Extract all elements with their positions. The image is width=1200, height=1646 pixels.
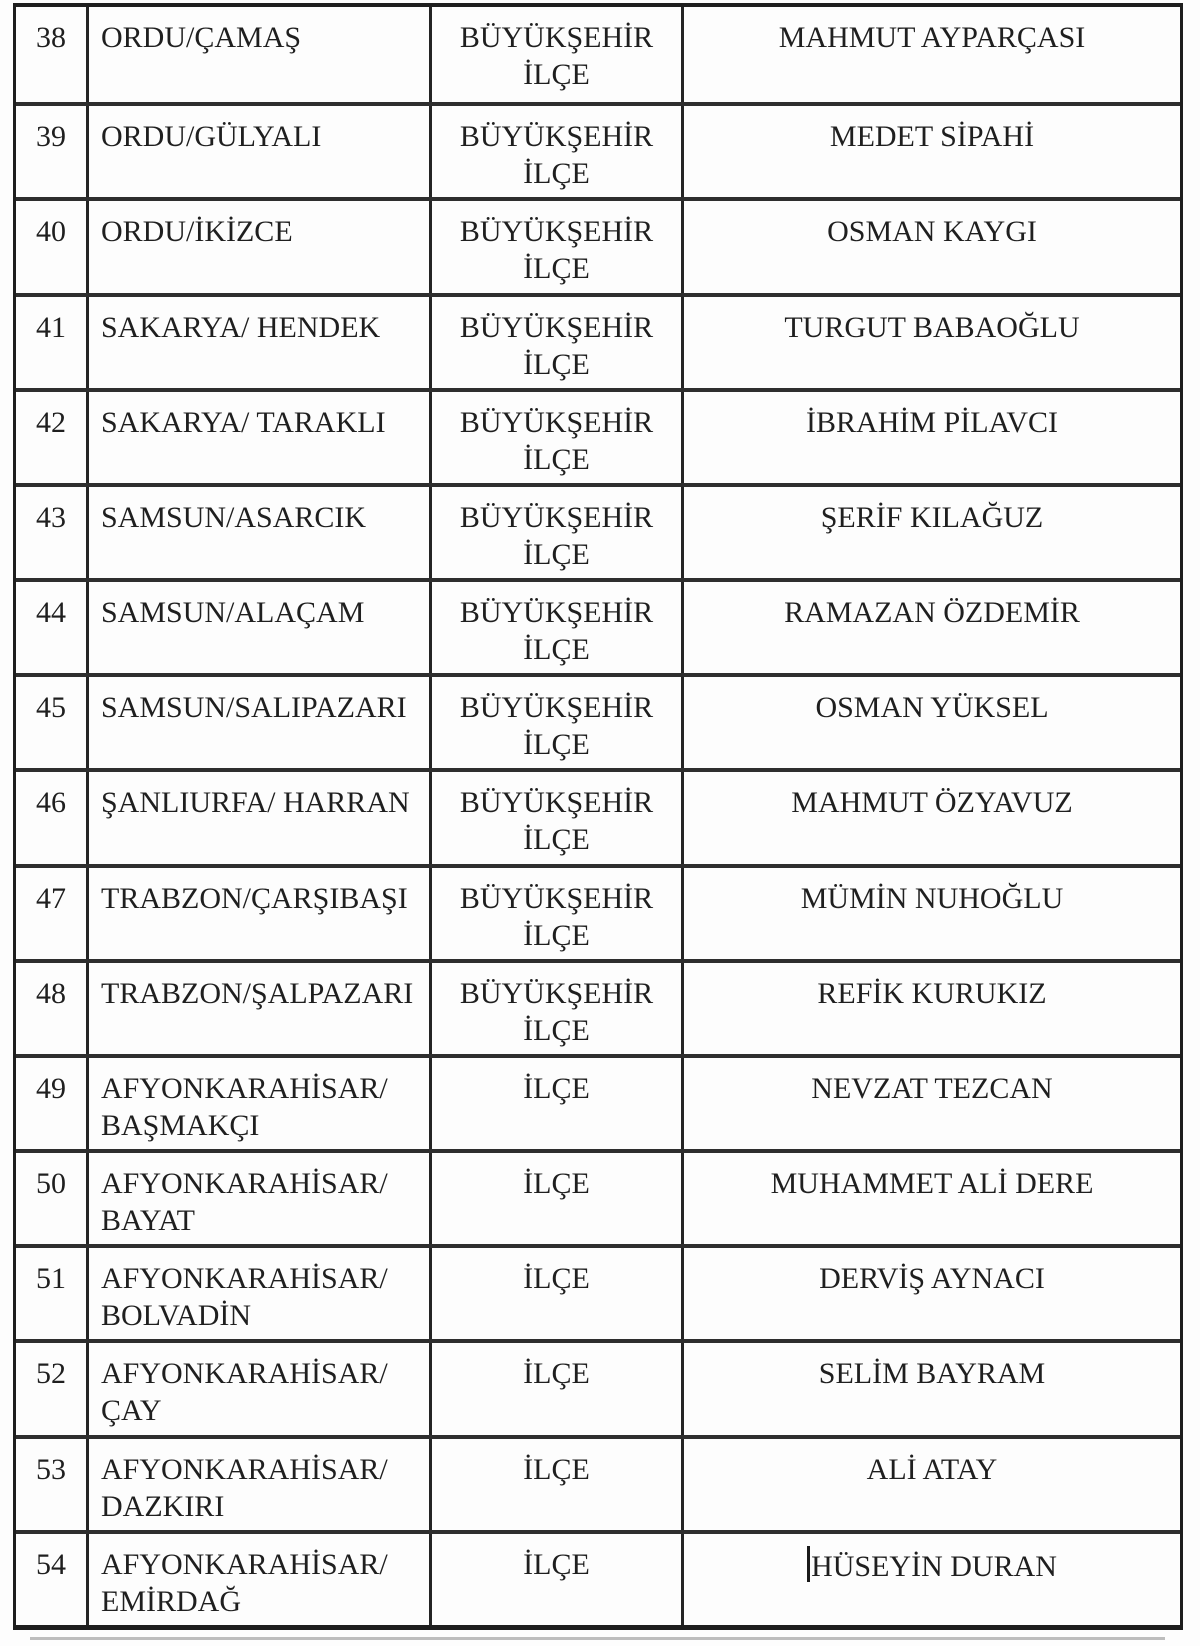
row-number: 51: [36, 1262, 66, 1296]
location-cell: [86, 1343, 429, 1434]
row-number-cell: [16, 201, 86, 292]
row-number: 47: [36, 881, 66, 915]
scan-artifact-line: [30, 1637, 1165, 1640]
row-number: 43: [36, 500, 66, 534]
table-row: [16, 673, 1180, 768]
row-number: 48: [36, 976, 66, 1010]
row-number-cell: [16, 487, 86, 578]
type-cell: [429, 392, 681, 483]
person-name: TURGUT BABAOĞLU: [784, 310, 1080, 344]
row-number: 46: [36, 786, 66, 820]
row-number: 41: [36, 310, 66, 344]
appointments-table: [13, 3, 1183, 1630]
type-cell: [429, 297, 681, 388]
row-number: 38: [36, 21, 66, 54]
row-number-cell: [16, 1343, 86, 1434]
row-number-cell: [16, 1058, 86, 1149]
table-row: [16, 293, 1180, 388]
type-text: BÜYÜKŞEHİR İLÇE: [459, 120, 654, 191]
person-name: MEDET SİPAHİ: [829, 120, 1035, 154]
person-name: REFİK KURUKIZ: [817, 976, 1047, 1010]
person-name: ALİ ATAY: [866, 1452, 998, 1486]
name-cell: [681, 772, 1180, 863]
row-number-cell: [16, 1534, 86, 1625]
location-text: SAKARYA/ HENDEK: [101, 310, 381, 344]
type-cell: [429, 772, 681, 863]
type-text: İLÇE: [523, 1452, 590, 1486]
location-text: AFYONKARAHİSAR/ BAYAT: [101, 1167, 388, 1238]
row-number-cell: [16, 1153, 86, 1244]
person-name: NEVZAT TEZCAN: [811, 1071, 1053, 1105]
name-cell: [681, 487, 1180, 578]
row-number-cell: [16, 297, 86, 388]
row-number: 50: [36, 1167, 66, 1201]
person-name: MUHAMMET ALİ DERE: [770, 1167, 1094, 1201]
location-cell: [86, 201, 429, 292]
table-row: [16, 1530, 1180, 1625]
type-text: BÜYÜKŞEHİR İLÇE: [459, 691, 654, 762]
table-row: [16, 864, 1180, 959]
type-text: İLÇE: [523, 1262, 590, 1296]
location-text: AFYONKARAHİSAR/ EMİRDAĞ: [101, 1547, 388, 1618]
type-text: İLÇE: [523, 1357, 590, 1391]
name-cell: [681, 1248, 1180, 1339]
person-name: HÜSEYİN DURAN: [811, 1549, 1057, 1583]
name-cell: [681, 201, 1180, 292]
person-name: MÜMİN NUHOĞLU: [800, 881, 1064, 915]
name-cell: [681, 677, 1180, 768]
row-number-cell: [16, 582, 86, 673]
row-number-cell: [16, 106, 86, 197]
location-text: TRABZON/ŞALPAZARI: [101, 976, 414, 1010]
table-row: [16, 197, 1180, 292]
person-name: RAMAZAN ÖZDEMİR: [784, 596, 1080, 630]
person-name: OSMAN YÜKSEL: [815, 691, 1049, 725]
person-name: OSMAN KAYGI: [827, 215, 1037, 249]
person-name: ŞERİF KILAĞUZ: [820, 500, 1044, 534]
person-name: DERVİŞ AYNACI: [819, 1262, 1045, 1296]
location-cell: [86, 1534, 429, 1625]
table-row: [16, 483, 1180, 578]
type-cell: [429, 1343, 681, 1434]
type-text: BÜYÜKŞEHİR İLÇE: [459, 976, 654, 1047]
table-row: [16, 768, 1180, 863]
person-name: İBRAHİM PİLAVCI: [806, 405, 1058, 439]
row-number-cell: [16, 1439, 86, 1530]
location-cell: [86, 1058, 429, 1149]
table-row: [16, 7, 1180, 102]
location-text: ORDU/İKİZCE: [101, 215, 293, 249]
row-number-cell: [16, 7, 86, 102]
type-cell: [429, 1058, 681, 1149]
table-row: [16, 1339, 1180, 1434]
name-cell: [681, 297, 1180, 388]
type-cell: [429, 201, 681, 292]
location-cell: [86, 1248, 429, 1339]
type-text: İLÇE: [523, 1071, 590, 1105]
name-cell: [681, 1153, 1180, 1244]
row-number-cell: [16, 677, 86, 768]
row-number: 40: [36, 215, 66, 249]
location-cell: [86, 106, 429, 197]
name-cell: [681, 1534, 1180, 1625]
type-text: BÜYÜKŞEHİR İLÇE: [459, 405, 654, 476]
name-cell: [681, 1439, 1180, 1530]
row-number: 44: [36, 596, 66, 630]
location-cell: [86, 392, 429, 483]
text-cursor: [807, 1546, 810, 1582]
location-text: SAMSUN/SALIPAZARI: [101, 691, 407, 725]
row-number: 49: [36, 1071, 66, 1105]
name-cell: [681, 582, 1180, 673]
type-text: BÜYÜKŞEHİR İLÇE: [459, 786, 654, 857]
location-cell: [86, 1439, 429, 1530]
table-row: [16, 959, 1180, 1054]
location-cell: [86, 963, 429, 1054]
type-cell: [429, 963, 681, 1054]
location-text: SAKARYA/ TARAKLI: [101, 405, 386, 439]
type-cell: [429, 1534, 681, 1625]
location-cell: [86, 1153, 429, 1244]
table-row: [16, 1435, 1180, 1530]
location-cell: [86, 772, 429, 863]
row-number-cell: [16, 772, 86, 863]
row-number-cell: [16, 392, 86, 483]
name-cell: [681, 392, 1180, 483]
table-row: [16, 1244, 1180, 1339]
table-row: [16, 388, 1180, 483]
row-number: 53: [36, 1452, 66, 1486]
row-number: 42: [36, 405, 66, 439]
name-cell: [681, 1343, 1180, 1434]
location-text: AFYONKARAHİSAR/ ÇAY: [101, 1357, 388, 1428]
table-row: [16, 578, 1180, 673]
type-text: İLÇE: [523, 1167, 590, 1201]
row-number-cell: [16, 868, 86, 959]
type-text: İLÇE: [523, 1547, 590, 1581]
type-cell: [429, 106, 681, 197]
row-number: 45: [36, 691, 66, 725]
location-cell: [86, 7, 429, 102]
location-text: AFYONKARAHİSAR/ BAŞMAKÇI: [101, 1071, 388, 1142]
row-number-cell: [16, 963, 86, 1054]
location-cell: [86, 868, 429, 959]
type-text: BÜYÜKŞEHİR İLÇE: [459, 881, 654, 952]
type-text: BÜYÜKŞEHİR İLÇE: [459, 310, 654, 381]
location-text: AFYONKARAHİSAR/ BOLVADİN: [101, 1262, 388, 1333]
location-cell: [86, 582, 429, 673]
name-cell: [681, 963, 1180, 1054]
name-cell: [681, 7, 1180, 102]
name-cell: [681, 106, 1180, 197]
name-cell: [681, 1058, 1180, 1149]
location-cell: [86, 297, 429, 388]
type-cell: [429, 868, 681, 959]
location-text: TRABZON/ÇARŞIBAŞI: [101, 881, 408, 915]
location-text: ORDU/ÇAMAŞ: [101, 21, 302, 54]
person-name: MAHMUT AYPARÇASI: [778, 21, 1086, 54]
row-number: 52: [36, 1357, 66, 1391]
table-row: [16, 102, 1180, 197]
row-number-cell: [16, 1248, 86, 1339]
type-cell: [429, 7, 681, 102]
location-text: ORDU/GÜLYALI: [101, 120, 322, 154]
row-number: 54: [36, 1547, 66, 1581]
location-text: ŞANLIURFA/ HARRAN: [101, 786, 410, 820]
location-text: AFYONKARAHİSAR/ DAZKIRI: [101, 1452, 388, 1523]
type-cell: [429, 1248, 681, 1339]
table-row: [16, 1054, 1180, 1149]
type-text: BÜYÜKŞEHİR İLÇE: [459, 21, 654, 91]
type-cell: [429, 677, 681, 768]
table-row: [16, 1149, 1180, 1244]
person-name: SELİM BAYRAM: [818, 1357, 1046, 1391]
type-cell: [429, 1439, 681, 1530]
type-cell: [429, 1153, 681, 1244]
type-cell: [429, 487, 681, 578]
type-text: BÜYÜKŞEHİR İLÇE: [459, 215, 654, 286]
name-cell: [681, 868, 1180, 959]
location-cell: [86, 487, 429, 578]
type-cell: [429, 582, 681, 673]
type-text: BÜYÜKŞEHİR İLÇE: [459, 500, 654, 571]
type-text: BÜYÜKŞEHİR İLÇE: [459, 596, 654, 667]
location-cell: [86, 677, 429, 768]
person-name: MAHMUT ÖZYAVUZ: [791, 786, 1073, 820]
row-number: 39: [36, 120, 66, 154]
location-text: SAMSUN/ALAÇAM: [101, 596, 365, 630]
location-text: SAMSUN/ASARCIK: [101, 500, 367, 534]
